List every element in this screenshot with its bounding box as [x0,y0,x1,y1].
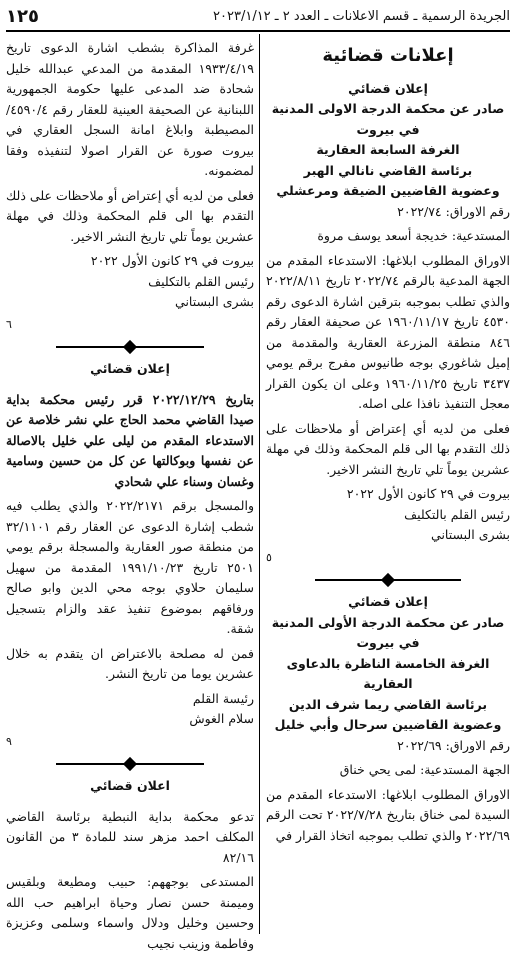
notice-number: ٩ [6,734,12,748]
respondent: المستدعية: خديجة أسعد يوسف مروة [317,228,510,243]
notice-title: اعلان قضائي [90,778,170,793]
separator-ornament [6,339,254,355]
column-divider [259,34,260,934]
notice-body: الاوراق المطلوب ابلاغها: الاستدعاء المقدم من السيدة لمى خناق بتاريخ ٢٠٢٢/٧/٢٨ تحت الرقم ٢٠٢٢/٦٩ والذي تطلب بموجبه اتخاذ القرار في [266,786,510,843]
court-line: وعضوية القاضيين سرحال وأبي خليل [274,717,502,732]
notice-3 [6,359,254,752]
notice-date: بيروت في ٢٩ كانون الأول ٢٠٢٢ [90,253,254,268]
notice-number: ٦ [6,317,12,331]
notice-2 [266,592,510,846]
notice-date: بيروت في ٢٩ كانون الأول ٢٠٢٢ [346,486,510,501]
notice-body: بتاريخ ٢٠٢٢/١٢/٢٩ قرر رئيس محكمة بداية صيدا القاضي محمد الحاج علي نشر خلاصة عن الاستدعاء المقدم من ليلى علي خليل بالاصالة عن نفسها وبوكالتها عن كل من حسين وسامية وغسان وسناء علي شحادي [6,391,254,489]
court-line: صادر عن محكمة الدرجة الاولى المدنية [271,101,505,116]
notice-body: والمسجل برقم ٢٠٢٢/٢١٧١ والذي يطلب فيه شطب إشارة الدعوى عن العقار رقم ٣٢/١١٠١ من منطقة صور العقارية والمسجلة برقم يومي ٢٥٠١ تاريخ ١٩٩١/١٠/٢٣ المقدمة من سهيل سليمان حلاوي بوجه محي الدين وابو صالح ورفاقهم بموضوع تنفيذ عقد والزام بتسجيل شقة. [6,498,254,636]
left-column [6,38,254,951]
right-column [266,38,510,934]
notice-body: فمن له مصلحة بالاعتراض ان يتقدم به خلال عشرين يوما من تاريخ النشر. [6,645,254,681]
signer-name: بشرى البستاني [431,527,510,542]
notice-body: المستدعى بوجههم: حبيب ومطيعة وبلقيس وميمنة حسن نصار وحياة ابراهيم حب الله وحسين وخليل ودلال واسماء وسلمى وعزيزة وفاطمة وزينب نجيب [6,874,254,951]
objection-text: فعلى من لديه أي إعتراض أو ملاحظات على ذلك التقدم بها الى قلم المحكمة وذلك في مهلة عشرين يوماً تلي تاريخ النشر الاخير. [6,187,254,244]
court-line: الغرفة السابعة العقارية [316,142,460,157]
notice-1 [266,79,510,569]
notice-body: الاوراق المطلوب ابلاغها: الاستدعاء المقدم من الجهة المدعية بالرقم ٢٠٢٢/٧٤ تاريخ ٢٠٢٢/٨/١١ والذي تطلب بموجبه بترقين اشارة الدعوى رقم ٤٥٣٠ تاريخ ١٩٦٠/١١/١٧ عن صحيفة العقار رقم ٨٤٦ منطقة المزرعة العقارية والمقدمة من إميل شاغوري بوجه طانيوس مفرج برقم يومي ٣٤٣٧ تاريخ ١٩٦٠/١١/٢٥ وعلى ان يكون القرار معجل التنفيذ نافذا على اصله. [266,252,510,411]
objection-text: فعلى من لديه أي إعتراض أو ملاحظات على ذلك التقدم بها الى قلم المحكمة وذلك في مهلة عشرين يوماً تلي تاريخ النشر الاخير. [266,420,510,477]
gazette-title: الجريدة الرسمية ـ قسم الاعلانات ـ العدد ٢ ـ ٢٠٢٣/١/١٢ [213,9,510,24]
notice-title: إعلان قضائي [348,594,428,609]
notice-4 [6,776,254,954]
court-line: برئاسة القاضي ريما شرف الدين [288,696,488,712]
page-header [6,6,510,28]
separator-ornament [266,572,510,588]
court-line: في بيروت [356,635,420,650]
signer-role: رئيس القلم بالتكليف [148,273,254,289]
file-number: رقم الاوراق: ٢٠٢٢/٧٤ [397,203,510,219]
notice-body: تدعو محكمة بداية النبطية برئاسة القاضي المكلف احمد مزهر سند للمادة ٣ من القانون ٨٢/١٦ [6,808,254,865]
court-line: صادر عن محكمة الدرجة الأولى المدنية [271,614,505,630]
section-title: إعلانات قضائية [322,45,454,66]
respondent: الجهة المستدعية: لمى يحي خناق [339,762,510,777]
notice-continuation [6,38,254,335]
separator-ornament [6,756,254,772]
notice-number: ٥ [266,550,272,564]
court-line: وعضوية القاضيين الضيقة ومرعشلي [276,183,500,198]
page-number: ١٢٥ [6,6,39,27]
notice-body: غرفة المذاكرة بشطب اشارة الدعوى تاريخ ١٩٣٣/٤/١٩ المقدمة من المدعي عبدالله خليل شحادة ضد المدعى عليها حكومة الجمهورية اللبنانية عن الصحيفة العينية للعقار رقم ٤٥٩٠/٤/المصيطبة وابلاغ امانة السجل العقاري في بيروت صورة عن القرار اصولا لتنفيذه وفقا لمضمونه. [6,40,254,178]
signer-name: بشرى البستاني [175,294,254,309]
signer-role: رئيس القلم بالتكليف [404,506,510,522]
court-line: برئاسة القاضي نانالي الهبر [303,162,473,178]
court-line: في بيروت [356,121,420,137]
signer-role: رئيسة القلم [192,690,254,706]
header-rule [6,30,510,32]
signer-name: سلام الغوش [189,711,254,726]
court-line: الغرفة الخامسة الناظرة بالدعاوى العقارية [286,655,490,691]
notice-title: إعلان قضائي [348,80,428,96]
file-number: رقم الاوراق: ٢٠٢٢/٦٩ [397,737,510,753]
notice-title: إعلان قضائي [90,361,170,376]
